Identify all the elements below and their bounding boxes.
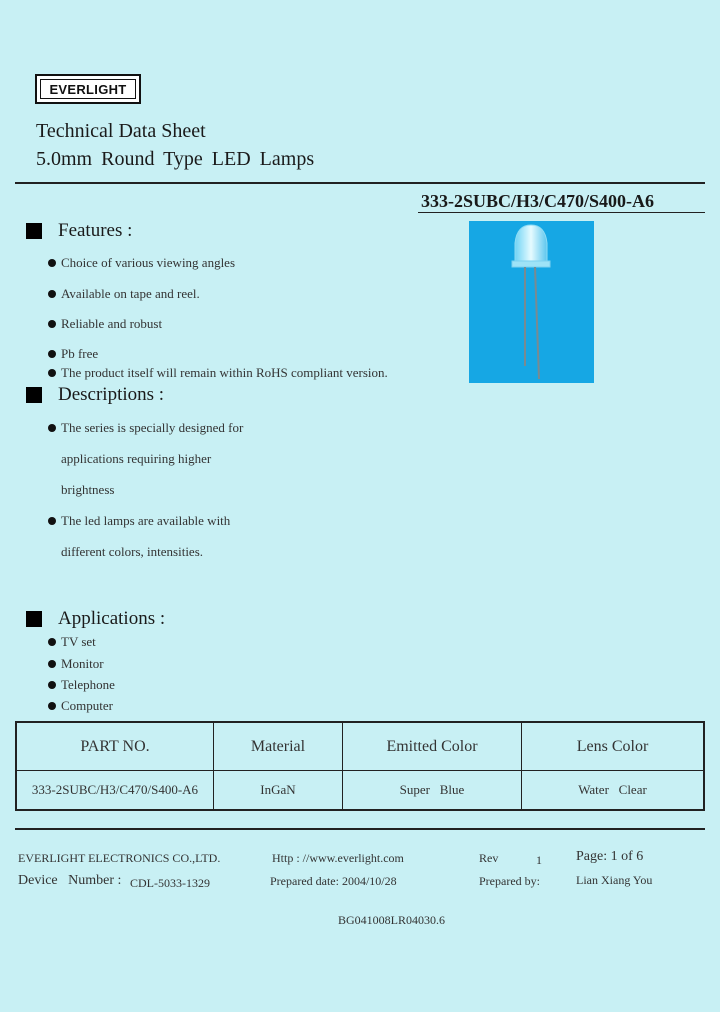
cell-lens-color: Water Clear — [522, 771, 705, 811]
bottom-divider — [15, 828, 705, 830]
applications-heading — [26, 608, 165, 630]
list-item: The product itself will remain within RoHS compliant version. — [48, 365, 388, 381]
section-square-icon — [26, 611, 42, 627]
cell-part-no: 333-2SUBC/H3/C470/S400-A6 — [16, 771, 214, 811]
part-number-heading: 333-2SUBC/H3/C470/S400-A6 — [421, 191, 655, 211]
features-heading-text: Features : — [58, 220, 133, 241]
bullet-icon — [48, 517, 56, 525]
bullet-icon — [48, 369, 56, 377]
bullet-icon — [48, 259, 56, 267]
rev-label: Rev — [479, 851, 499, 865]
list-item: Telephone — [48, 677, 115, 693]
applications-heading-text: Applications : — [58, 608, 166, 629]
list-item: Available on tape and reel. — [48, 286, 200, 302]
list-item: Reliable and robust — [48, 316, 162, 332]
bullet-icon — [48, 681, 56, 689]
doc-subtitle: 5.0mm Round Type LED Lamps — [36, 148, 315, 170]
part-spec-table — [15, 721, 705, 811]
top-divider — [15, 182, 705, 184]
device-number: CDL-5033-1329 — [130, 876, 210, 890]
list-item-continuation: applications requiring higher — [61, 451, 212, 466]
descriptions-heading — [26, 384, 164, 406]
bullet-icon — [48, 290, 56, 298]
document-code: BG041008LR04030.6 — [338, 913, 446, 927]
table-header-row — [16, 722, 704, 771]
bullet-icon — [48, 424, 56, 432]
descriptions-heading-text: Descriptions : — [58, 384, 165, 405]
bullet-icon — [48, 350, 56, 358]
device-number-label: Device Number : — [18, 873, 122, 888]
prepared-date: Prepared date: 2004/10/28 — [270, 874, 397, 888]
logo-text: EVERLIGHT — [40, 79, 136, 99]
section-square-icon — [26, 223, 42, 239]
list-item: Choice of various viewing angles — [48, 255, 235, 271]
part-number-underline — [418, 212, 705, 213]
everlight-logo — [35, 74, 141, 104]
list-item-continuation: different colors, intensities. — [61, 544, 204, 559]
features-heading — [26, 220, 132, 242]
col-header-emitted-color: Emitted Color — [343, 722, 522, 771]
list-item-continuation: brightness — [61, 482, 115, 497]
bullet-icon — [48, 702, 56, 710]
prepared-by: Lian Xiang You — [576, 873, 653, 887]
led-product-photo — [469, 221, 594, 383]
website-link[interactable]: Http : //www.everlight.com — [272, 851, 404, 865]
cell-material: InGaN — [214, 771, 343, 811]
list-item: Monitor — [48, 656, 104, 672]
cell-emitted-color: Super Blue — [343, 771, 522, 811]
bullet-icon — [48, 638, 56, 646]
doc-title: Technical Data Sheet — [36, 120, 206, 142]
list-item: The series is specially designed for — [48, 420, 243, 436]
company-name: EVERLIGHT ELECTRONICS CO.,LTD. — [18, 851, 221, 865]
col-header-material: Material — [214, 722, 343, 771]
rev-value: 1 — [536, 853, 542, 867]
list-item: TV set — [48, 634, 96, 650]
table-row — [16, 771, 704, 811]
section-square-icon — [26, 387, 42, 403]
col-header-part-no: PART NO. — [16, 722, 214, 771]
list-item: Computer — [48, 698, 113, 714]
col-header-lens-color: Lens Color — [522, 722, 705, 771]
prepared-by-label: Prepared by: — [479, 874, 540, 888]
list-item: The led lamps are available with — [48, 513, 230, 529]
page-indicator: Page: 1 of 6 — [576, 849, 644, 864]
led-lamp-icon — [469, 221, 594, 383]
bullet-icon — [48, 660, 56, 668]
list-item: Pb free — [48, 346, 98, 362]
bullet-icon — [48, 320, 56, 328]
